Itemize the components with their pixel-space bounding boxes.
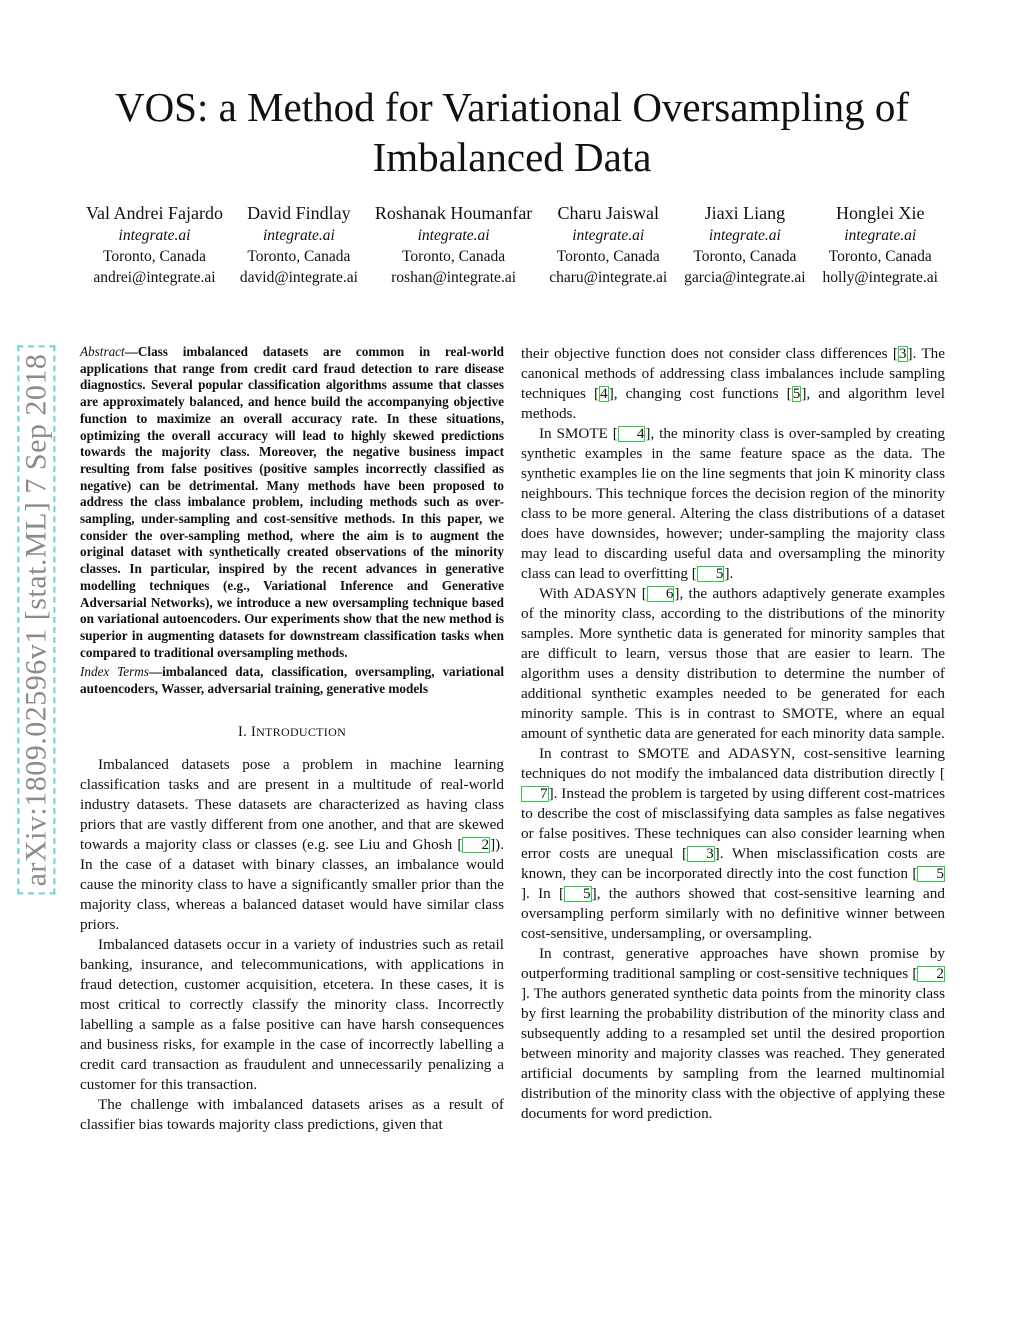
author-location: Toronto, Canada [402, 248, 506, 265]
paragraph-text: their objective function does not consider class differences [ [521, 345, 898, 362]
author-affiliation: integrate.ai [844, 227, 917, 244]
author-email: charu@integrate.ai [549, 269, 668, 286]
abstract-text: —Class imbalanced datasets are common in real-world applications that range from credit card fraud detection to rare disease diagnostics. Several popular classification algorithms assume that classes are approximately balanced, and hence build the accompanying objective function to maximize an overall accuracy rate. In these situations, optimizing the overall accuracy will lead to highly skewed predictions towards the majority class. Moreover, the negative business impact resulting from false positives (positive samples incorrectly classified as negative) can be detrimental. Many methods have been proposed to address the class imbalance problem, including methods such as over-sampling, under-sampling and cost-sensitive methods. In this paper, we consider the over-sampling method, where the aim is to augment the original dataset with synthetically created observations of the minority classes. In particular, inspired by the recent advances in generative modelling techniques (e.g., Variational Inference and Generative Adversarial Networks), we introduce a new oversampling technique based on variational autoencoders. Our experiments show that the new method is superior in augmenting datasets for downstream classification tasks when compared to traditional oversampling methods. [80, 344, 504, 660]
paragraph [521, 584, 945, 744]
paragraph-text: ], changing cost functions [ [608, 385, 792, 402]
paragraph-text: In SMOTE [ [539, 425, 618, 442]
paragraph-text: ], the authors adaptively generate examples of the minority class, according to the distributions of the minority samples. More synthetic data is generated for minority samples that are difficult to learn, versus those that are easier to learn. The algorithm uses a density distribution to determine the number of additional synthetic examples needed to be generated for each minority sample. This is in contrast to SMOTE, where an equal amount of synthetic data are generated for each minority data sample. [521, 585, 945, 742]
author-email: holly@integrate.ai [822, 269, 938, 286]
paragraph-text: In contrast, generative approaches have shown promise by outperforming traditional sampling or cost-sensitive techniques [ [521, 945, 945, 982]
arxiv-identifier [14, 320, 58, 920]
citation-link[interactable]: 2 [917, 966, 945, 982]
author-email: garcia@integrate.ai [684, 269, 806, 286]
paragraph-text: ], the minority class is over-sampled by creating synthetic examples in the same feature space as the data. The synthetic examples lie on the line segments that join K minority class neighbours. This technique forces the decision region of the minority class to be more general. Altering the class distributions of a dataset does have downsides, however; under-sampling the majority class may lead to discarding useful data and oversampling the minority class can lead to overfitting [ [521, 425, 945, 582]
paragraph [521, 424, 945, 584]
citation-link[interactable]: 5 [697, 566, 725, 582]
citation-link[interactable]: 3 [687, 846, 715, 862]
right-column [521, 344, 945, 1124]
citation-link[interactable]: 6 [647, 586, 675, 602]
author-email: andrei@integrate.ai [93, 269, 216, 286]
index-terms [80, 664, 504, 697]
author-location: Toronto, Canada [102, 248, 207, 265]
paragraph [521, 944, 945, 1124]
citation-link[interactable]: 4 [600, 385, 608, 402]
author-email: roshan@integrate.ai [391, 269, 517, 286]
abstract-label: Abstract [80, 344, 125, 359]
paragraph-text: ], the authors showed that cost-sensitive learning and oversampling perform similarly with no definitive winner between cost-sensitive, undersampling, or oversampling. [521, 885, 945, 942]
citation-link[interactable]: 5 [564, 886, 592, 902]
citation-link[interactable]: 4 [618, 426, 646, 442]
author-block [549, 201, 667, 288]
author-location: Toronto, Canada [556, 248, 660, 265]
paragraph-text: ]). In the case of a dataset with binary classes, an imbalance would cause the minority class to have a significantly smaller prior than the majority class, whereas a balanced dataset would have similar class priors. [80, 835, 504, 933]
paragraph-text: ]. [724, 565, 734, 582]
author-name: Jiaxi Liang [704, 203, 786, 223]
paragraph-text: With ADASYN [ [539, 585, 647, 602]
paragraph-text: ]. The canonical methods of addressing class imbalances include sampling techniques [ [521, 345, 946, 402]
arxiv-identifier-text: arXiv:1809.02596v1 [stat.ML] 7 Sep 2018 [19, 348, 53, 893]
citation-link[interactable]: 5 [792, 385, 801, 402]
author-location: Toronto, Canada [828, 248, 932, 265]
paragraph-text: ]. Instead the problem is targeted by using different cost-matrices to describe the cost of misclassifying data samples as false negatives or false positives. These techniques can also consider learning when error costs are unequal [ [521, 785, 945, 862]
paragraph-text: ]. The authors generated synthetic data points from the minority class by first learning the probability distribution of the minority class and subsequently adding to a resampled set until the desired proportion between minority and majority classes was reached. They generated artificial documents by sampling from the learned multinomial distribution of the minority class with the objective of applying these documents for word prediction. [521, 985, 945, 1122]
citation-link[interactable]: 5 [917, 866, 945, 882]
paragraph: Imbalanced datasets occur in a variety of industries such as retail banking, insurance, and telecommunications, with applications in fraud detection, customer acquisition, etcetera. In these cases, it is most critical to correctly classify the minority class. Incorrectly labelling a sample as a false positive can have harsh consequences and business risks, for example in the case of incorrectly labelling a credit card transaction as fraudulent and unnecessarily penalizing a customer for this transaction. [80, 935, 504, 1093]
author-name: David Findlay [247, 203, 351, 223]
paragraph-text: ]. In [ [521, 885, 565, 902]
paragraph-text: In contrast to SMOTE and ADASYN, cost-sensitive learning techniques do not modify the imbalanced data distribution directly [ [521, 745, 945, 782]
paragraph: The challenge with imbalanced datasets arises as a result of classifier bias towards majority class predictions, given that [80, 1095, 504, 1133]
author-affiliation: integrate.ai [262, 227, 335, 244]
author-email: david@integrate.ai [239, 269, 358, 286]
author-affiliation: integrate.ai [118, 227, 191, 244]
paragraph-text: Imbalanced datasets pose a problem in machine learning classification tasks and are present in a multitude of real-world industry datasets. These datasets are characterized as having class priors that are vastly different from one another, and that are skewed towards a majority class or classes (e.g. see Liu and Ghosh [ [80, 755, 504, 853]
paragraph [521, 344, 945, 424]
author-name: Val Andrei Fajardo [86, 203, 223, 223]
author-block [375, 201, 532, 288]
author-name: Honglei Xie [836, 203, 925, 223]
paragraph [80, 755, 504, 935]
author-affiliation: integrate.ai [417, 227, 490, 244]
section-heading [80, 724, 504, 741]
section-title-first: I [250, 723, 257, 740]
author-location: Toronto, Canada [693, 248, 797, 265]
author-block [684, 201, 805, 288]
author-name: Roshanak Houmanfar [374, 203, 533, 223]
author-block [240, 201, 358, 288]
citation-link[interactable]: 3 [898, 345, 907, 362]
section-number: I. [237, 723, 247, 740]
index-terms-text: —imbalanced data, classification, oversampling, variational autoencoders, Wasser, adversarial training, generative models [80, 664, 504, 697]
section-title-rest: NTRODUCTION [256, 724, 347, 739]
paper-title: VOS: a Method for Variational Oversampling of Imbalanced Data [114, 84, 910, 180]
author-location: Toronto, Canada [247, 248, 351, 265]
left-column [80, 344, 504, 1135]
paragraph [521, 744, 945, 944]
paragraph-text: ], and algorithm level methods. [521, 385, 945, 422]
author-block [86, 201, 223, 288]
paragraph-text: ]. When misclassification costs are known, they can be incorporated directly into the cost function [ [521, 845, 946, 882]
author-affiliation: integrate.ai [708, 227, 781, 244]
author-affiliation: integrate.ai [572, 227, 645, 244]
citation-link[interactable]: 2 [462, 837, 490, 853]
citation-link[interactable]: 7 [521, 786, 549, 802]
author-block [823, 201, 938, 288]
author-list [86, 201, 938, 288]
abstract [80, 344, 504, 661]
index-terms-label: Index Terms [80, 664, 149, 680]
author-name: Charu Jaiswal [557, 203, 659, 223]
